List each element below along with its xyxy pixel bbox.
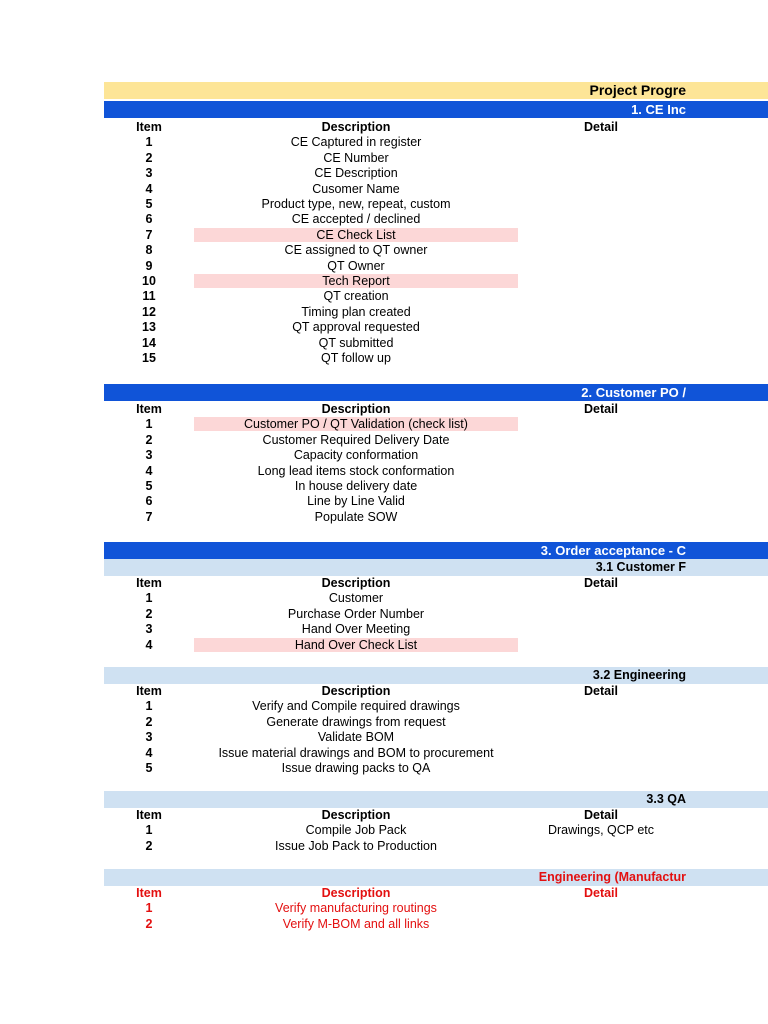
table-row <box>104 761 768 776</box>
row-item: 8 <box>145 243 153 258</box>
row-description: Customer <box>328 591 384 606</box>
row-item: 2 <box>145 916 153 931</box>
row-item: 14 <box>142 335 156 350</box>
row-item: 6 <box>145 212 153 227</box>
row-description: Populate SOW <box>314 509 398 524</box>
row-item: 11 <box>142 289 156 304</box>
subsection-band <box>104 559 768 576</box>
section-band <box>104 384 768 401</box>
table-row <box>104 243 768 258</box>
row-item: 1 <box>145 135 153 150</box>
section-title: 1. CE Inc <box>631 102 686 117</box>
table-row <box>104 320 768 335</box>
table-row <box>104 591 768 606</box>
row-item: 12 <box>142 304 156 319</box>
row-description: Hand Over Meeting <box>301 622 411 637</box>
table-row <box>104 730 768 745</box>
row-item: 7 <box>145 509 153 524</box>
page-title-band <box>104 82 768 99</box>
subsection-title: Engineering (Manufactur <box>538 870 686 884</box>
row-item: 2 <box>145 838 153 853</box>
row-item: 3 <box>145 448 153 463</box>
row-item: 5 <box>145 761 153 775</box>
table-row <box>104 638 768 653</box>
row-item: 7 <box>145 227 153 242</box>
table-row <box>104 746 768 761</box>
row-item: 3 <box>145 730 153 745</box>
row-description: Hand Over Check List <box>194 638 518 652</box>
header-item: Item <box>136 684 162 698</box>
row-item: 5 <box>145 197 153 211</box>
table-header <box>104 120 768 135</box>
row-item: 2 <box>145 150 153 165</box>
header-detail: Detail <box>583 576 619 590</box>
row-item: 1 <box>145 417 153 432</box>
subsection-title: 3.3 QA <box>646 792 686 806</box>
table-row <box>104 151 768 166</box>
subsection-title: 3.2 Engineering <box>592 668 686 682</box>
section-title: 3. Order acceptance - C <box>540 543 686 558</box>
table-row <box>104 182 768 197</box>
header-item: Item <box>136 120 162 134</box>
table-row <box>104 228 768 243</box>
row-item: 2 <box>145 606 153 621</box>
table-row <box>104 289 768 304</box>
row-description: Issue material drawings and BOM to procurement <box>218 745 494 760</box>
header-item: Item <box>136 402 162 416</box>
table-row <box>104 135 768 150</box>
subsection-band <box>104 667 768 684</box>
table-row <box>104 607 768 622</box>
row-item: 4 <box>145 463 153 478</box>
row-description: Customer Required Delivery Date <box>262 432 450 447</box>
subsection-band <box>104 791 768 808</box>
header-detail: Detail <box>583 684 619 698</box>
table-row <box>104 479 768 494</box>
row-description: Verify and Compile required drawings <box>252 699 460 714</box>
row-description: Issue drawing packs to QA <box>281 761 431 775</box>
row-description: Timing plan created <box>301 304 411 319</box>
row-item: 13 <box>142 320 156 335</box>
row-detail: Drawings, QCP etc <box>547 823 655 838</box>
table-header <box>104 576 768 591</box>
subsection-band <box>104 869 768 886</box>
header-detail: Detail <box>583 402 619 416</box>
header-description: Description <box>321 402 391 416</box>
table-row <box>104 197 768 212</box>
row-description: Issue Job Pack to Production <box>275 838 437 853</box>
table-row <box>104 901 768 916</box>
row-item: 1 <box>145 901 153 916</box>
subsection-title: 3.1 Customer F <box>595 560 686 574</box>
table-row <box>104 433 768 448</box>
header-detail: Detail <box>583 808 619 822</box>
header-item: Item <box>136 576 162 590</box>
table-header <box>104 402 768 417</box>
header-detail: Detail <box>583 886 619 900</box>
row-item: 4 <box>145 745 153 760</box>
table-header <box>104 886 768 901</box>
section-band <box>104 542 768 559</box>
table-row <box>104 259 768 274</box>
row-description: CE assigned to QT owner <box>284 243 428 258</box>
header-description: Description <box>321 684 391 698</box>
row-description: Line by Line Valid <box>307 494 405 509</box>
header-detail: Detail <box>583 120 619 134</box>
header-item: Item <box>136 808 162 822</box>
row-description: Tech Report <box>194 274 518 288</box>
header-description: Description <box>321 886 391 900</box>
row-description: CE Check List <box>194 228 518 242</box>
section-title: 2. Customer PO / <box>581 385 686 400</box>
table-row <box>104 823 768 838</box>
table-row <box>104 715 768 730</box>
table-row <box>104 212 768 227</box>
row-description: QT submitted <box>318 335 394 350</box>
row-item: 2 <box>145 714 153 729</box>
row-item: 4 <box>145 637 153 652</box>
table-row <box>104 448 768 463</box>
row-item: 1 <box>145 823 153 838</box>
table-row <box>104 351 768 366</box>
row-item: 4 <box>145 181 153 196</box>
row-item: 3 <box>145 622 153 637</box>
row-description: Capacity conformation <box>293 448 419 463</box>
row-item: 3 <box>145 166 153 181</box>
row-description: CE Number <box>323 150 389 165</box>
row-description: Compile Job Pack <box>305 823 407 838</box>
header-description: Description <box>321 808 391 822</box>
row-item: 9 <box>145 258 153 273</box>
row-description: Generate drawings from request <box>266 714 446 729</box>
page-title: Project Progre <box>589 82 686 98</box>
row-description: QT follow up <box>321 351 391 365</box>
row-description: Verify M-BOM and all links <box>282 916 430 931</box>
header-item: Item <box>136 886 162 900</box>
row-description: CE Captured in register <box>290 135 422 150</box>
row-item: 5 <box>145 479 153 493</box>
table-row <box>104 305 768 320</box>
row-description: In house delivery date <box>294 479 418 493</box>
row-item: 10 <box>142 274 156 288</box>
row-description: Cusomer Name <box>312 181 400 196</box>
row-item: 1 <box>145 699 153 714</box>
row-description: Verify manufacturing routings <box>275 901 437 916</box>
table-header <box>104 684 768 699</box>
row-description: QT creation <box>323 289 389 304</box>
row-description: CE accepted / declined <box>291 212 421 227</box>
table-header <box>104 808 768 823</box>
row-description: QT Owner <box>327 258 385 273</box>
row-description: Validate BOM <box>317 730 395 745</box>
table-row <box>104 417 768 432</box>
row-item: 6 <box>145 494 153 509</box>
table-row <box>104 917 768 932</box>
table-row <box>104 699 768 714</box>
table-row <box>104 166 768 181</box>
row-description: Product type, new, repeat, custom <box>261 197 451 211</box>
row-item: 2 <box>145 432 153 447</box>
table-row <box>104 336 768 351</box>
table-row <box>104 622 768 637</box>
table-row <box>104 510 768 525</box>
row-description: CE Description <box>314 166 398 181</box>
row-item: 1 <box>145 591 153 606</box>
row-description: QT approval requested <box>292 320 420 335</box>
row-description: Purchase Order Number <box>287 606 425 621</box>
table-row <box>104 494 768 509</box>
header-description: Description <box>321 120 391 134</box>
row-description: Long lead items stock conformation <box>257 463 455 478</box>
row-description: Customer PO / QT Validation (check list) <box>194 417 518 431</box>
section-band <box>104 101 768 118</box>
table-row <box>104 464 768 479</box>
table-row <box>104 839 768 854</box>
row-item: 15 <box>142 351 156 365</box>
table-row <box>104 274 768 289</box>
header-description: Description <box>321 576 391 590</box>
